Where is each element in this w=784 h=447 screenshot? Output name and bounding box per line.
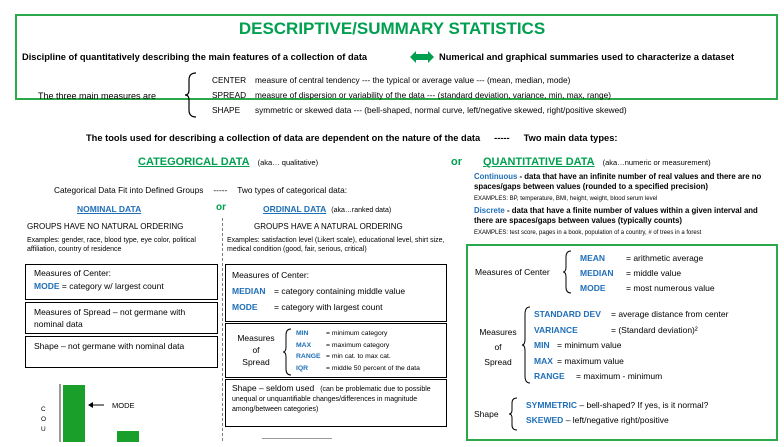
mode-arrow-head xyxy=(88,402,93,408)
quant-center-list: MEAN = arithmetic average MEDIAN = middle value MODE = most numerous value xyxy=(580,253,715,293)
nominal-spread-box: Measures of Spread – not germane with nominal data xyxy=(25,302,218,334)
quant-shape-label: Shape xyxy=(474,409,499,419)
brace-icon xyxy=(184,72,198,123)
nominal-title: NOMINAL DATA xyxy=(77,204,142,214)
quantitative-title: QUANTITATIVE DATA (aka…numeric or measurement) xyxy=(483,156,711,168)
page-title: DESCRIPTIVE/SUMMARY STATISTICS xyxy=(238,19,546,38)
nominal-bar-chart xyxy=(40,382,160,447)
categorical-fit-line: Categorical Data Fit into Defined Groups ----- Two types of categorical data: xyxy=(54,185,348,195)
quant-shape-brace-icon xyxy=(508,397,518,431)
ordinal-shape-box: Shape – seldom used (can be problematic due to possible unequal or unquantifiable changes/differences in magnitude among/between categories) xyxy=(225,379,447,427)
or-main: or xyxy=(451,156,462,168)
ordinal-spread-box: Measures of Spread MIN = minimum category MAX = maximum category RANGE = min cat. to max cat. IQR = middle 50 percent of the data xyxy=(225,323,447,378)
ordinal-spread-brace-icon xyxy=(282,328,292,376)
ordinal-heading: GROUPS HAVE A NATURAL ORDERING xyxy=(254,222,403,231)
discrete-examples: EXAMPLES: test score, pages in a book, population of a country, # of trees in a forest xyxy=(474,230,702,236)
quant-spread-brace-icon xyxy=(521,306,531,384)
or-categorical: or xyxy=(216,202,226,213)
tools-line: The tools used for describing a collection of data are dependent on the nature of the data ----- Two main data types: xyxy=(86,133,618,143)
bar-second xyxy=(117,431,139,442)
nominal-heading: GROUPS HAVE NO NATURAL ORDERING xyxy=(27,222,184,231)
nominal-center-box: Measures of Center: MODE = category w/ largest count xyxy=(25,264,218,300)
quant-spread-list: STANDARD DEV = average distance from center VARIANCE = (Standard deviation)² MIN = minimum value MAX = maximum value RANGE = maximum - minimum xyxy=(534,309,729,381)
chart-axis-letters: C O U xyxy=(41,406,47,433)
continuous-def: Continuous - data that have an infinite number of real values and there are no spaces/gaps between values (rounded to a specified precision) xyxy=(474,172,762,191)
discipline-left: Discipline of quantitatively describing the main features of a collection of data xyxy=(22,52,368,62)
nominal-examples: Examples: gender, race, blood type, eye color, political affiliation, country of residence xyxy=(27,237,196,253)
discipline-right: Numerical and graphical summaries used to characterize a dataset xyxy=(439,52,735,62)
ordinal-center-box: Measures of Center: MEDIAN = category containing middle value MODE = category with largest count xyxy=(225,264,447,322)
measures-list: CENTER measure of central tendency --- the typical or average value --- (mean, median, mode) SPREAD measure of dispersion or variability of the data --- (standard deviation, variance, min, max, range) SHAPE symmetric or skewed data --- (bell-shaped, normal curve, left/negative skewed, right/positive skewed) xyxy=(212,75,627,115)
column-divider xyxy=(222,218,223,441)
discrete-def: Discrete - data that have a finite number of values within a given interval and there are spaces/gaps between values (typically counts) xyxy=(474,206,758,225)
bar-mode xyxy=(63,385,85,442)
continuous-examples: EXAMPLES: BP, temperature, BMI, height, weight, blood serum level xyxy=(474,196,658,202)
ordinal-examples: Examples: satisfaction level (Likert scale), educational level, shirt size, medical condition (good, fair, serious, critical) xyxy=(227,237,445,253)
ordinal-title-line: ORDINAL DATA (aka…ranked data) xyxy=(263,204,392,214)
quant-center-label: Measures of Center xyxy=(475,267,550,277)
chart-mode-label: MODE xyxy=(112,401,135,410)
double-arrow-icon xyxy=(410,50,434,68)
quant-center-brace-icon xyxy=(562,250,572,294)
categorical-title: CATEGORICAL DATA (aka… qualitative) xyxy=(138,156,319,168)
measures-intro: The three main measures are xyxy=(38,91,157,101)
ordinal-chart-hint xyxy=(262,438,332,439)
quant-shape-list: SYMMETRIC – bell-shaped? If yes, is it normal? SKEWED – left/negative right/positive xyxy=(526,400,709,425)
quant-spread-label: Measures of Spread xyxy=(479,327,517,367)
nominal-shape-box: Shape – not germane with nominal data xyxy=(25,336,218,368)
